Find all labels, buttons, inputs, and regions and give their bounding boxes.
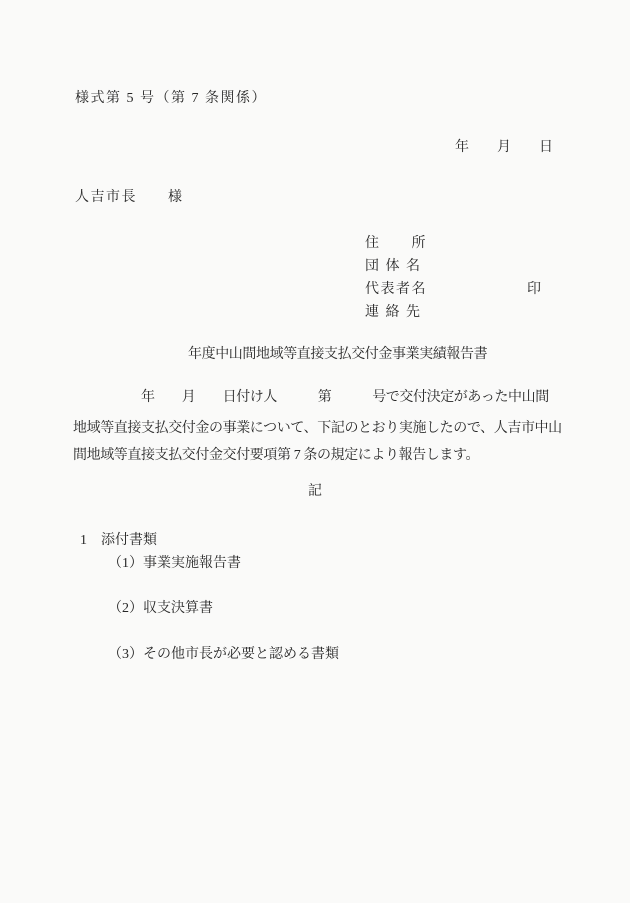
form-number: 様式第 5 号（第 7 条関係） xyxy=(75,91,267,106)
body-line-2: 地域等直接支払交付金の事業について、下記のとおり実施したので、人吉市中山 xyxy=(73,421,562,436)
document-title: 年度中山間地域等直接支払交付金事業実績報告書 xyxy=(188,347,488,362)
attachment-item-2: （2）収支決算書 xyxy=(108,601,213,616)
attachments-heading: 1 添付書類 xyxy=(80,533,157,548)
sender-address-label: 住 所 xyxy=(365,236,427,251)
body-line-1: 年 月 日付け人 第 号で交付決定があった中山間 xyxy=(73,390,549,405)
body-line-3: 間地域等直接支払交付金交付要項第 7 条の規定により報告します。 xyxy=(73,448,480,463)
record-marker: 記 xyxy=(308,484,322,499)
attachment-item-1: （1）事業実施報告書 xyxy=(108,556,241,571)
seal-placeholder: 印 xyxy=(527,282,541,297)
attachment-item-3: （3）その他市長が必要と認める書類 xyxy=(108,647,339,662)
sender-contact-label: 連 絡 先 xyxy=(365,305,422,320)
sender-representative-label: 代表者名 xyxy=(365,282,427,297)
addressee: 人吉市長 様 xyxy=(75,190,184,205)
sender-organization-label: 団 体 名 xyxy=(365,259,422,274)
date-line: 年 月 日 xyxy=(455,140,553,155)
